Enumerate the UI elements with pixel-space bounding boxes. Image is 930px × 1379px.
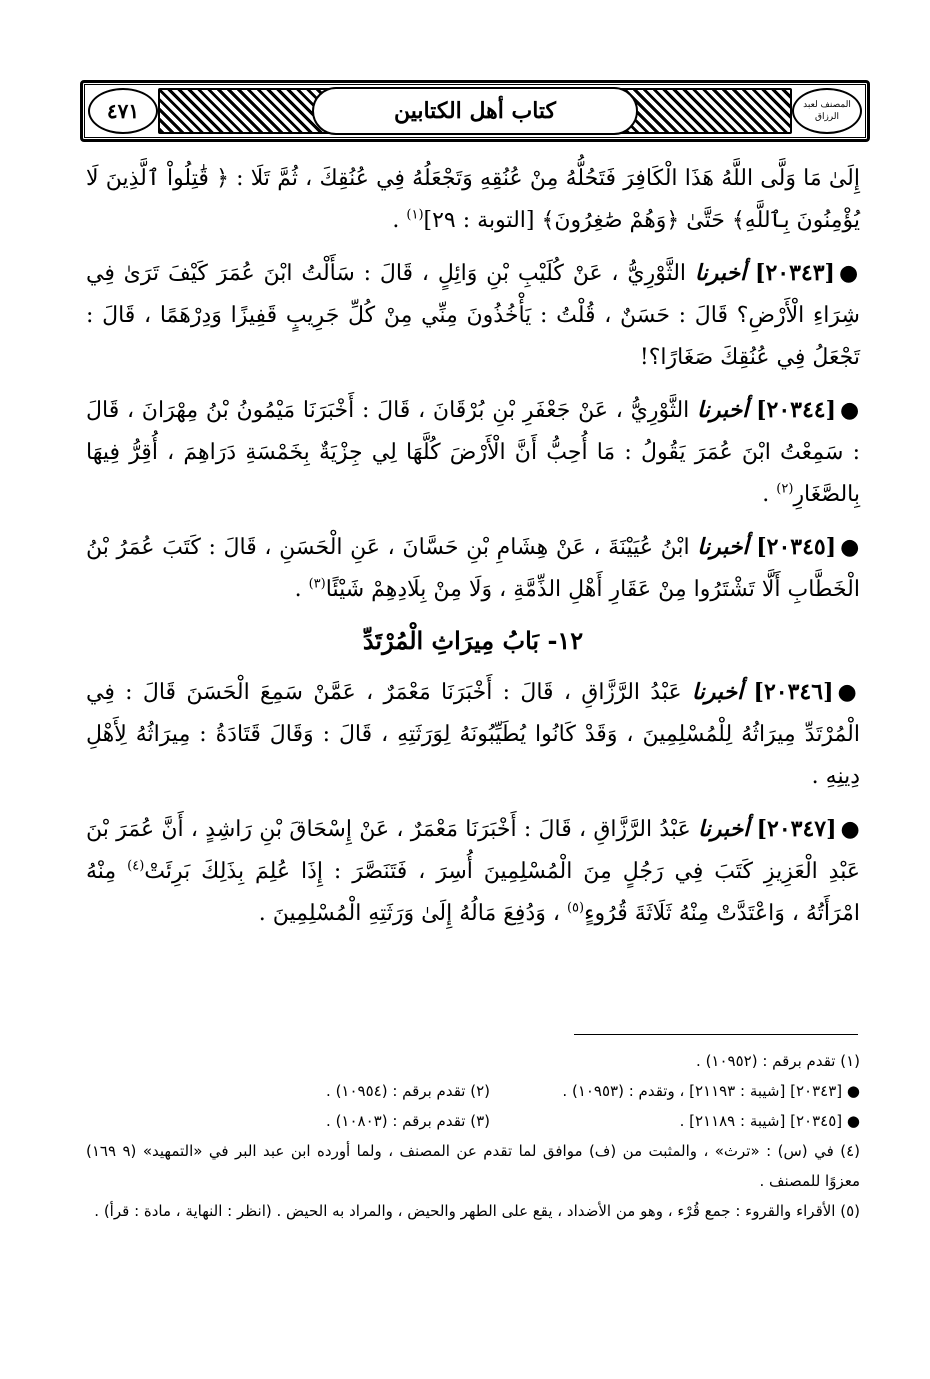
hadith-text: مِنْهُ امْرَأَتُهُ ، وَاعْتَدَّتْ مِنْهُ ثَلَاثَةَ قُرُوءٍ [86, 859, 860, 926]
bullet-icon: ● [838, 260, 861, 286]
hadith-text: عَبْدُ الرَّزَّاقِ ، قَالَ : أَخْبَرَنَا مَعْمَرٌ ، عَنْ إِسْحَاقَ بْنِ رَاشِدٍ ، أَنَّ عُمَرَ بْنَ عَبْدِ الْعَزِيزِ كَتَبَ فِي رَجُلٍ مِنَ الْمُسْلِمِينَ أُسِرَ ، فَتَنَصَّرَ : إِذَا عُلِمَ بِذَلِكَ بَرِئَتْ [86, 817, 860, 884]
bullet-icon: ● [840, 816, 861, 842]
bullet-icon: ● [840, 397, 860, 423]
footnote-3: (٣) تقدم برقم : (١٠٨٠٣) . [326, 1112, 490, 1130]
hadith-text: الثَّوْرِيُّ ، عَنْ جَعْفَرِ بْنِ بُرْقَانَ ، قَالَ : أَخْبَرَنَا مَيْمُونُ بْنُ مِهْرَانَ ، قَالَ : سَمِعْتُ ابْنَ عُمَرَ يَقُولُ : مَا أُحِبُّ أَنَّ الْأَرْضَ كُلَّهَا لِي جِزْيَةٌ بِخَمْسَةِ دَرَاهِمَ ، أُقِرُّ فِيهَا بِالصَّغَارِ [86, 398, 860, 507]
hadith-number: [٢٠٣٤٦] [753, 679, 834, 705]
page-number: ٤٧١ [106, 99, 140, 123]
hadith-20345 [86, 526, 860, 611]
footnote-ref: (٤) [127, 858, 145, 874]
footnotes [86, 1046, 860, 1226]
footnote-ref: (١) [406, 207, 424, 223]
bullet-icon: ● [837, 679, 860, 705]
paragraph-continuation [86, 158, 860, 242]
akhbarana-marker: أخبرنا [691, 679, 744, 705]
bullet-icon: ● [840, 534, 861, 560]
hadith-number: [٢٠٣٤٥] [756, 534, 837, 560]
hadith-20346 [86, 671, 860, 798]
footnote-ref: (٥) [566, 900, 585, 916]
footnote-separator [574, 1034, 858, 1035]
paragraph-text: إِلَىٰ مَا وَلَّى اللَّهُ هَذَا الْكَافِرَ فَتَحُلُّهُ مِنْ عُنُقِهِ وَتَجْعَلُهُ فِي عُنُقِكَ ، ثُمَّ تَلَا : ﴿ قَٰتِلُواْ ٱلَّذِينَ لَا يُؤْمِنُونَ بِٱللَّهِ﴾ حَتَّىٰ ﴿وَهُمْ صَٰغِرُونَ﴾ [التوبة : ٢٩] [86, 166, 860, 233]
akhbarana-marker: أخبرنا [697, 397, 749, 423]
source-note: ● [٢٠٣٤٥] [شيبة : ٢١١٨٩] . [679, 1112, 860, 1130]
akhbarana-marker: أخبرنا [694, 260, 747, 286]
running-header [80, 80, 870, 142]
akhbarana-marker: أخبرنا [697, 816, 750, 842]
hadith-20344 [86, 389, 860, 516]
footnote-row [86, 1076, 860, 1106]
hadith-number: [٢٠٣٤٣] [755, 260, 835, 286]
footnote-1: (١) تقدم برقم : (١٠٩٥٢) . [696, 1052, 860, 1070]
hadith-20347 [86, 808, 860, 935]
footnote-ref: (٣) [308, 576, 326, 592]
hadith-20343 [86, 252, 860, 379]
hadith-text: الثَّوْرِيُّ ، عَنْ كُلَيْبِ بْنِ وَائِلٍ ، قَالَ : سَأَلْتُ ابْنَ عُمَرَ كَيْفَ تَرَىٰ فِي شِرَاءِ الْأَرْضِ؟ قَالَ : حَسَنٌ ، قُلْتُ : يَأْخُذُونَ مِنِّي مِنْ كُلِّ جَرِيبٍ قَفِيزًا وَدِرْهَمًا ، قَالَ : تَجْعَلُ فِي عُنُقِكَ صَغَارًا؟! [86, 261, 860, 370]
paragraph-end: . [762, 482, 777, 507]
header-title-box [312, 87, 638, 135]
seal-text: المصنف لعبد الرزاق [803, 100, 851, 122]
main-text [86, 158, 860, 945]
footnote-ref: (٢) [776, 481, 794, 497]
source-note: ● [٢٠٣٤٣] [شيبة : ٢١١٩٣] ، وتقدم : (١٠٩٥٣) . [562, 1082, 860, 1100]
hadith-text: ، وَدُفِعَ مَالُهُ إِلَىٰ وَرَثَتِهِ الْمُسْلِمِينَ . [258, 901, 567, 926]
akhbarana-marker: أخبرنا [697, 534, 749, 560]
page-number-cartouche [88, 88, 158, 134]
paragraph-end: . [294, 577, 309, 602]
publisher-seal [792, 88, 862, 134]
chapter-heading: ١٢- بَابُ مِيرَاثِ الْمُرْتَدِّ [362, 626, 584, 655]
footnote-row [86, 1106, 860, 1136]
footnote-4: (٤) في (س) : «ترث» ، والمثبت من (ف) موافق لما تقدم عن المصنف ، ولما أورده ابن عبد البر في «التمهيد» (٩ ١٦٩) معزوًا للمصنف . [86, 1142, 860, 1190]
hadith-number: [٢٠٣٤٧] [756, 816, 837, 842]
paragraph-end: . [392, 208, 407, 233]
hadith-number: [٢٠٣٤٤] [756, 397, 837, 423]
book-title: كتاب أهل الكتابين [393, 98, 557, 124]
hadith-text: عَبْدُ الرَّزَّاقِ ، قَالَ : أَخْبَرَنَا مَعْمَرٌ ، عَمَّنْ سَمِعَ الْحَسَنَ قَالَ : فِي الْمُرْتَدِّ مِيرَاثُهُ لِلْمُسْلِمِينَ ، وَقَدْ كَانُوا يُطَيِّبُونَهُ لِوَرَثَتِهِ ، قَالَ : وَقَالَ قَتَادَةُ : مِيرَاثُهُ لِأَهْلِ دِينِهِ . [86, 680, 860, 789]
hadith-text: ابْنُ عُيَيْنَةَ ، عَنْ هِشَامِ بْنِ حَسَّانَ ، عَنِ الْحَسَنِ ، قَالَ : كَتَبَ عُمَرُ بْنُ الْخَطَّابِ أَلَّا تَشْتَرُوا مِنْ عَقَارِ أَهْلِ الذِّمَّةِ ، وَلَا مِنْ بِلَادِهِمْ شَيْئًا [86, 535, 860, 602]
footnote-2: (٢) تقدم برقم : (١٠٩٥٤) . [326, 1082, 490, 1100]
footnote-5: (٥) الأقراء والقروء : جمع قُرْء ، وهو من الأضداد ، يقع على الطهر والحيض ، والمراد به الحيض . (انظر : النهاية ، مادة : قرأ) . [94, 1202, 860, 1220]
